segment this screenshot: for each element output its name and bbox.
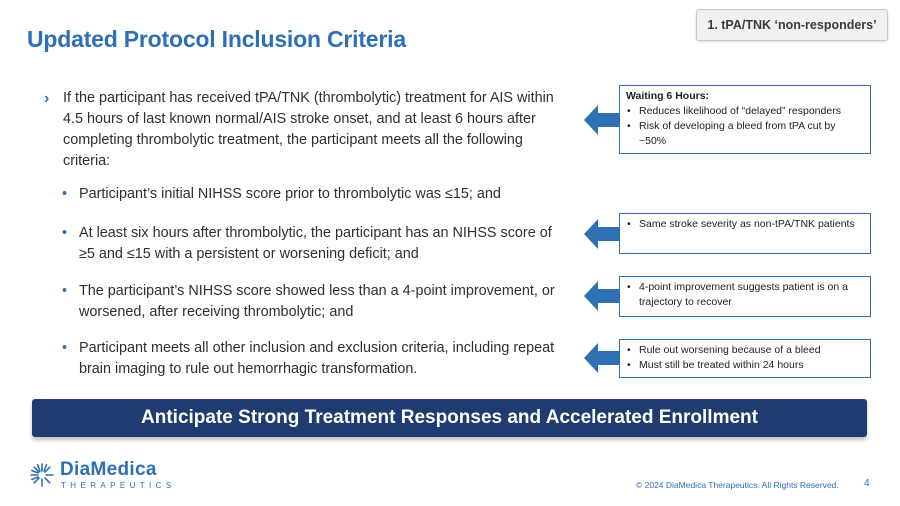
slide-title: Updated Protocol Inclusion Criteria [27, 26, 406, 52]
callout-box [619, 213, 871, 254]
criterion-text: Participant’s initial NIHSS score prior to thrombolytic was ≤15; and [79, 186, 501, 202]
intro-text: If the participant has received tPA/TNK (thrombolytic) treatment for AIS within 4.5 hours of last known normal/AIS stroke onset, and at least 6 hours after completing thrombolytic treatment, the participant meets all the following criteria: [63, 90, 554, 169]
criterion-item [62, 184, 567, 205]
callout-box [619, 339, 871, 378]
callout-box [619, 85, 871, 154]
left-arrow-icon [584, 219, 620, 249]
copyright-text: © 2024 DiaMedica Therapeutics. All Rights Reserved. [636, 480, 839, 490]
bullet-icon: • [62, 225, 68, 241]
callout-bullet: • 4-point improvement suggests patient is on a trajectory to recover [626, 280, 864, 310]
callout-bullet: • Same stroke severity as non-tPA/TNK patients [626, 217, 864, 232]
criterion-text: At least six hours after thrombolytic, the participant has an NIHSS score of ≥5 and ≤15 with a persistent or worsening deficit; and [79, 225, 552, 262]
criterion-text: Participant meets all other inclusion and exclusion criteria, including repeat brain imaging to rule out hemorrhagic transformation. [79, 340, 555, 377]
callout-bullet: • Rule out worsening because of a bleed [626, 343, 864, 358]
callout-bullet: • Reduces likelihood of “delayed” responders [626, 104, 864, 119]
logo-starburst-icon [28, 461, 56, 489]
bullet-icon: • [62, 186, 68, 202]
criterion-item [62, 281, 567, 323]
left-arrow-icon [584, 281, 620, 311]
logo-subtitle: THERAPEUTICS [61, 481, 176, 490]
bullet-icon: • [62, 340, 68, 356]
left-arrow-icon [584, 105, 620, 135]
criterion-text: The participant’s NIHSS score showed less than a 4-point improvement, or worsened, after receiving thrombolytic; and [79, 283, 555, 320]
section-tag: 1. tPA/TNK ‘non-responders’ [696, 9, 888, 41]
callout-bullet: • Risk of developing a bleed from tPA cut by ~50% [626, 119, 864, 149]
left-arrow-icon [584, 343, 620, 373]
bullet-icon: • [62, 283, 68, 299]
callout-bullet: • Must still be treated within 24 hours [626, 358, 864, 373]
intro-paragraph [44, 88, 572, 172]
criterion-item [62, 223, 567, 265]
callout-heading: Waiting 6 Hours: [626, 90, 710, 102]
logo-name: DiaMedica [60, 459, 157, 480]
callout-box [619, 276, 871, 317]
page-number: 4 [864, 478, 870, 489]
chevron-right-icon: › [44, 90, 50, 107]
summary-banner: Anticipate Strong Treatment Responses and Accelerated Enrollment [32, 399, 867, 437]
criterion-item [62, 338, 567, 380]
